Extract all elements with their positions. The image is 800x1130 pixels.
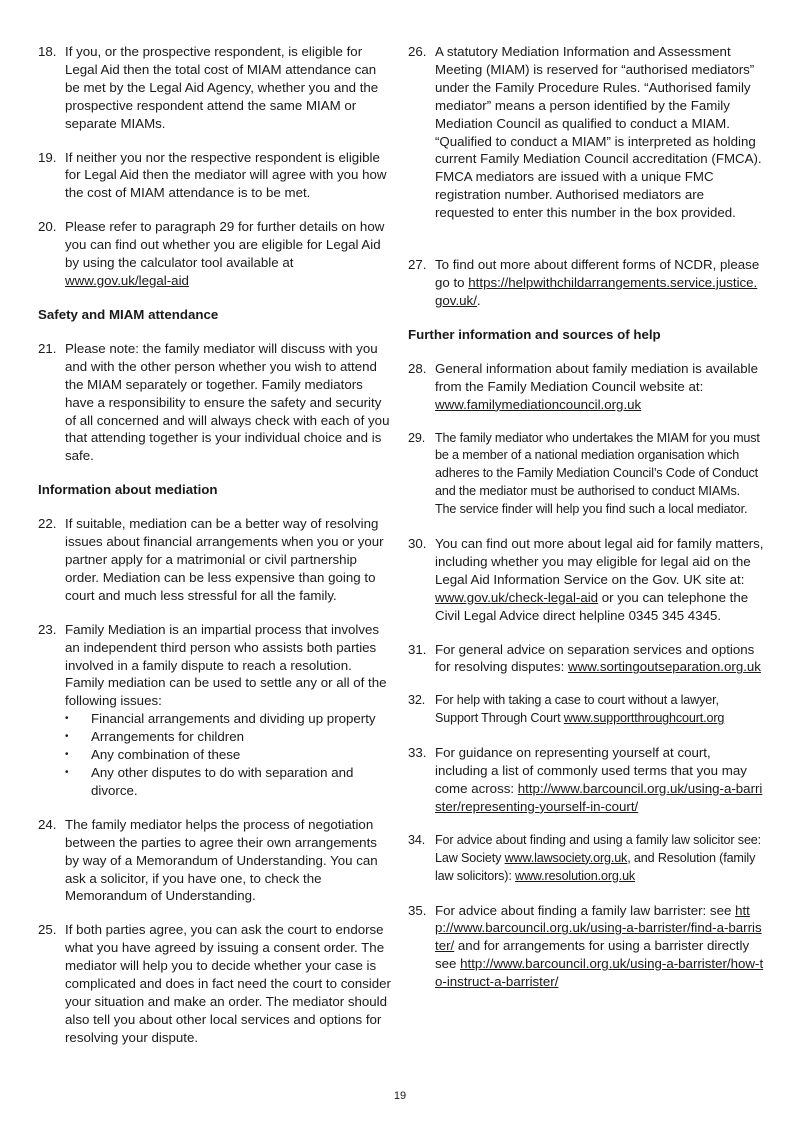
paragraph-number: 18. (38, 44, 57, 59)
paragraph-number: 35. (408, 902, 427, 918)
paragraph-text: Family Mediation is an impartial process that involves an independent third person who assists both parties involved in a family dispute to reach a resolution. Family mediation can be used to settle any or all of the following issues: (65, 621, 387, 709)
paragraph-text: If suitable, mediation can be a better way of resolving issues about financial arrangements when you or your partner apply for a matrimonial or civil partnership order. Mediation can be less expensive than going to court and much less stressful for all the family. (65, 516, 384, 603)
paragraph-22 (38, 515, 394, 605)
right-column (408, 43, 764, 1007)
heading-safety-miam: Safety and MIAM attendance (38, 306, 219, 322)
paragraph-28 (408, 360, 764, 414)
paragraph-text: Please refer to paragraph 29 for further details on how you can find out whether you are eligible for Legal Aid by using the calculator tool available at (65, 219, 385, 271)
paragraph-text: For advice about finding a family law barrister: see (435, 902, 736, 918)
check-legal-aid-link[interactable]: www.gov.uk/check-legal-aid (435, 589, 599, 605)
paragraph-number: 27. (408, 257, 427, 273)
sorting-out-separation-link[interactable]: www.sortingoutseparation.org.uk (568, 659, 761, 675)
list-item: • Arrangements for children (65, 728, 394, 746)
paragraph-25 (38, 921, 394, 1046)
family-mediation-council-link[interactable]: www.familymediationcouncil.org.uk (435, 396, 642, 412)
paragraph-number: 29. (408, 430, 426, 445)
paragraph-21 (38, 340, 394, 465)
representing-yourself-link[interactable]: http://www.barcouncil.org.uk/using-a-barrister/representing-yourself-in-court/ (435, 781, 763, 814)
paragraph-32 (408, 692, 764, 728)
paragraph-text: For advice about finding and using a family law solicitor see: Law Society (435, 832, 762, 865)
paragraph-34 (408, 832, 764, 886)
law-society-link[interactable]: www.lawsociety.org.uk (504, 850, 628, 865)
paragraph-number: 25. (38, 922, 57, 938)
list-item: • Any combination of these (65, 746, 394, 764)
paragraph-26 (408, 43, 764, 222)
paragraph-text: For help with taking a case to court without a lawyer, Support Through Court (435, 693, 719, 726)
paragraph-text-middle: and for arrangements for using a barrister directly see (435, 938, 750, 972)
page-number: 19 (393, 1090, 407, 1102)
paragraph-29 (408, 430, 764, 520)
heading-information-mediation: Information about mediation (38, 482, 218, 498)
paragraph-23 (38, 621, 394, 800)
issues-list (65, 710, 394, 800)
paragraph-number: 34. (408, 832, 426, 847)
list-item: • Any other disputes to do with separation and divorce. (65, 764, 394, 800)
list-item: • Financial arrangements and dividing up property (65, 710, 394, 728)
paragraph-number: 23. (38, 621, 57, 637)
paragraph-text: The family mediator who undertakes the MIAM for you must be a member of a national mediation organisation which adheres to the Family Mediation Council’s Code of Conduct and the mediator must be authorised to conduct MIAMs. The service finder will help you find such a local mediator. (435, 430, 760, 517)
paragraph-text: Please note: the family mediator will discuss with you and with the other person whether you wish to attend the MIAM separately or together. Family mediators have a responsibility to ensure the safety and security of all concerned and will always check with each of you that attending together is your individual choice and is safe. (65, 340, 390, 464)
paragraph-35 (408, 902, 764, 992)
paragraph-text: You can find out more about legal aid for family matters, including whether you may eligible for legal aid on the Legal Aid Information Service on the Gov. UK site at: (435, 536, 764, 587)
paragraph-number: 32. (408, 693, 426, 708)
legal-aid-link[interactable]: www.gov.uk/legal-aid (65, 272, 189, 288)
paragraph-18 (38, 43, 394, 133)
paragraph-20 (38, 218, 394, 290)
paragraph-text: A statutory Mediation Information and Assessment Meeting (MIAM) is reserved for “authorised mediators” under the Family Procedure Rules. “Authorised family mediator” means a person identified by the Family Mediation Council as qualified to conduct a MIAM. “Qualified to conduct a MIAM” is interpreted as holding current Family Mediation Council accreditation (FMCA). FMCA mediators are issued with a unique FMC registration number. Authorised mediators are requested to enter this number in the box provided. (435, 44, 762, 221)
paragraph-text-after: . (476, 292, 481, 308)
paragraph-27 (408, 256, 764, 310)
paragraph-number: 19. (38, 149, 57, 165)
paragraph-text-after: or you can telephone the Civil Legal Advice direct helpline 0345 345 4345. (435, 589, 749, 623)
paragraph-33 (408, 744, 764, 816)
paragraph-24 (38, 816, 394, 906)
paragraph-text: For guidance on representing yourself at court, including a list of commonly used terms that you may come across: (435, 745, 747, 796)
paragraph-text: The family mediator helps the process of negotiation between the parties to agree their own arrangements by way of a Memorandum of Understanding. You can ask a solicitor, if you have one, to check the Memorandum of Understanding. (65, 816, 378, 904)
paragraph-30 (408, 535, 764, 625)
paragraph-number: 33. (408, 745, 427, 761)
paragraph-19 (38, 149, 394, 203)
paragraph-number: 26. (408, 44, 427, 59)
resolution-link[interactable]: www.resolution.org.uk (515, 868, 636, 883)
paragraph-number: 21. (38, 340, 57, 356)
paragraph-31 (408, 641, 764, 677)
paragraph-text: To find out more about different forms of NCDR, please go to (435, 257, 760, 290)
paragraph-number: 22. (38, 516, 57, 532)
paragraph-text: If you, or the prospective respondent, is eligible for Legal Aid then the total cost of MIAM attendance can be met by the Legal Aid Agency, whether you and the prospective respondent attend the same MIAM or separate MIAMs. (65, 44, 379, 131)
paragraph-text: If both parties agree, you can ask the court to endorse what you have agreed by issuing a consent order. The mediator will help you to decide whether your case is complicated and does in fact need the court to consider your situation and make an order. The mediator should also tell you about other local services and options for resolving your dispute. (65, 922, 391, 1045)
paragraph-number: 20. (38, 219, 57, 235)
instruct-a-barrister-link[interactable]: http://www.barcouncil.org.uk/using-a-barrister/how-to-instruct-a-barrister/ (435, 956, 764, 990)
paragraph-number: 28. (408, 360, 427, 376)
paragraph-text: For general advice on separation services and options for resolving disputes: (435, 641, 755, 675)
paragraph-text-middle: , and Resolution (family law solicitors): (435, 850, 756, 883)
child-arrangements-link[interactable]: https://helpwithchildarrangements.service.justice.gov.uk/ (435, 274, 758, 308)
heading-further-info: Further information and sources of help (408, 326, 661, 342)
support-through-court-link[interactable]: www.supportthroughcourt.org (563, 711, 725, 726)
paragraph-number: 31. (408, 641, 427, 657)
left-column (38, 43, 394, 1063)
paragraph-number: 30. (408, 536, 427, 552)
paragraph-text: General information about family mediation is available from the Family Mediation Council website at: (435, 360, 758, 394)
find-a-barrister-link[interactable]: http://www.barcouncil.org.uk/using-a-barrister/find-a-barrister/ (435, 902, 762, 954)
paragraph-number: 24. (38, 816, 57, 832)
paragraph-text: If neither you nor the respective respondent is eligible for Legal Aid then the mediator will agree with you how the cost of MIAM attendance is to be met. (65, 149, 387, 201)
